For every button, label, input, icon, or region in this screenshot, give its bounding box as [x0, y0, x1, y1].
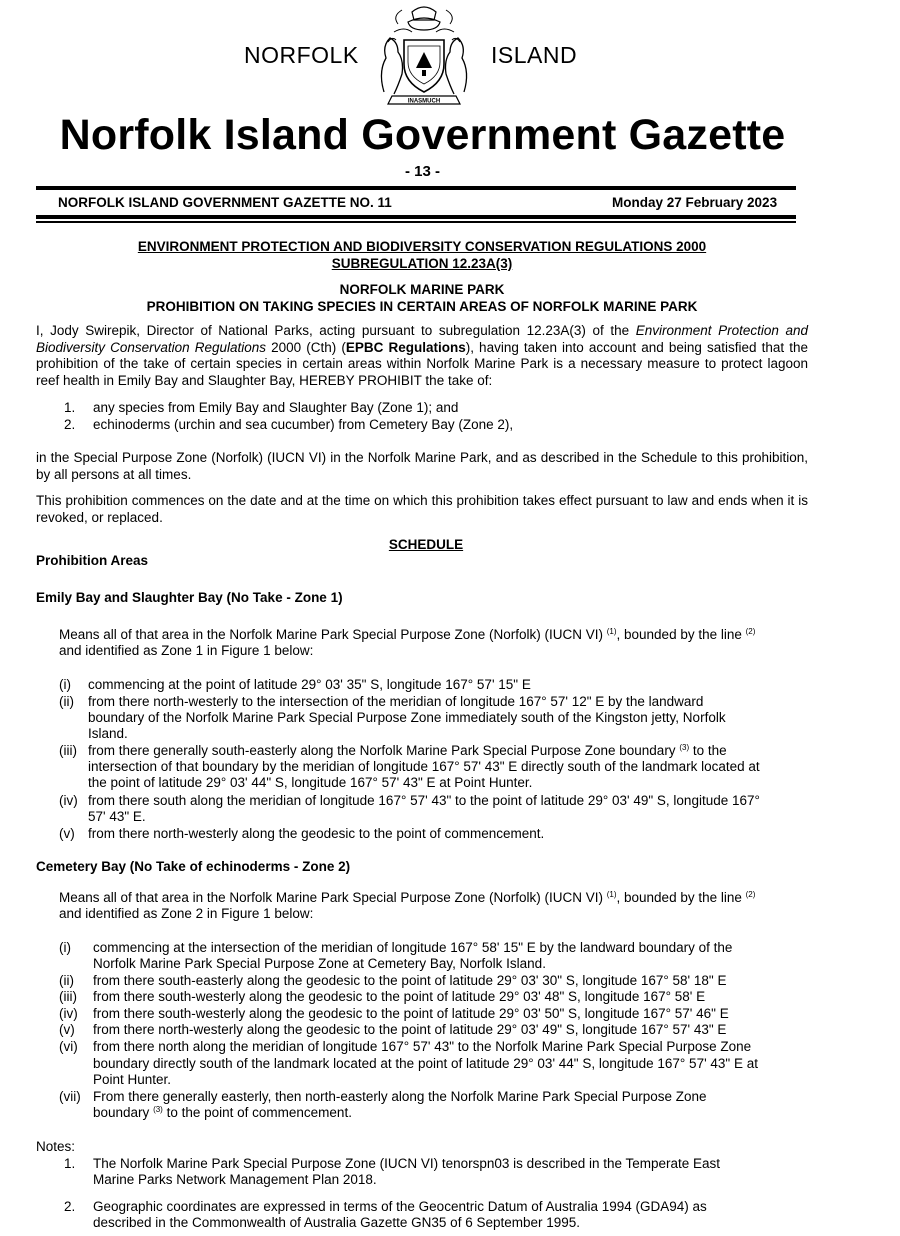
note-line: The Norfolk Marine Park Special Purpose Zone (IUCN VI) tenorspn03 is described in the Temperate East — [93, 1156, 721, 1171]
gazette-date: Monday 27 February 2023 — [612, 195, 778, 210]
zone2-item-line: commencing at the intersection of the meridian of longitude 167° 58' 15" E by the landward boundary of the — [93, 940, 733, 955]
zone2-means-line: Means all of that area in the Norfolk Marine Park Special Purpose Zone (Norfolk) (IUCN VI) $^{(1)}$, bounded by the line $^{(2)}$ — [59, 890, 756, 905]
zone2-item-number: (iii) — [59, 989, 77, 1004]
intro-paragraph: I, Jody Swirepik, Director of National Parks, acting pursuant to subregulation 12.23A(3) of the Environment Protection and Biodiversity Conservation Regulations 2000 (Cth) (EPBC Regulations), having taken into account and being satisfied that the prohibition of the take of certain species in certain areas within Norfolk Marine Park is a necessary measure to protect lagoon reef health in Emily Bay and Slaughter Bay, HEREBY PROHIBIT the take of: — [36, 323, 808, 388]
zone1-item-number: (ii) — [59, 694, 74, 709]
commencement-paragraph: This prohibition commences on the date and at the time on which this prohibition takes effect pursuant to law and ends when it is revoked, or replaced. — [36, 493, 808, 525]
header-rule-thin — [36, 221, 796, 223]
park-heading: NORFOLK MARINE PARK — [339, 282, 505, 297]
zone1-item-line: from there north-westerly along the geodesic to the point of commencement. — [88, 826, 545, 841]
zone1-item-line: 57' 43" E. — [88, 809, 146, 824]
zone1-item-line: intersection of that boundary by the meridian of longitude 167° 57' 43" E directly south of the landmark located at — [88, 759, 760, 774]
zone2-means-line: and identified as Zone 2 in Figure 1 below: — [59, 906, 314, 921]
norfolk-island-crest-icon — [368, 2, 480, 108]
zone1-item-line: commencing at the point of latitude 29° 03' 35" S, longitude 167° 57' 15" E — [88, 677, 531, 692]
zone2-item-line: boundary $^{(3)}$ to the point of commencement. — [93, 1105, 352, 1120]
zone2-item-number: (ii) — [59, 973, 74, 988]
zone1-item-line: from there south along the meridian of longitude 167° 57' 43" to the point of latitude 29° 03' 49" S, longitude 167° — [88, 793, 760, 808]
list-item: any species from Emily Bay and Slaughter Bay (Zone 1); and — [93, 400, 459, 415]
zone1-item-number: (iv) — [59, 793, 78, 808]
note-line: described in the Commonwealth of Australia Gazette GN35 of 6 September 1995. — [93, 1215, 581, 1230]
zone1-item-number: (i) — [59, 677, 71, 692]
subregulation-heading: SUBREGULATION 12.23A(3) — [331, 256, 513, 271]
note-number: 1. — [64, 1156, 76, 1171]
zone2-item-line: From there generally easterly, then north-easterly along the Norfolk Marine Park Special Purpose Zone — [93, 1089, 707, 1104]
zone1-heading: Emily Bay and Slaughter Bay (No Take - Zone 1) — [36, 590, 343, 605]
zone2-item-line: from there south-easterly along the geodesic to the point of latitude 29° 03' 30" S, longitude 167° 58' 18" E — [93, 973, 727, 988]
note-line: Geographic coordinates are expressed in terms of the Geocentric Datum of Australia 1994 (GDA94) as — [93, 1199, 707, 1214]
zone1-item-line: the point of latitude 29° 03' 44" S, longitude 167° 57' 43" E at Point Hunter. — [88, 775, 533, 790]
prohibition-heading: PROHIBITION ON TAKING SPECIES IN CERTAIN AREAS OF NORFOLK MARINE PARK — [146, 299, 698, 314]
zone1-item-line: from there generally south-easterly along the Norfolk Marine Park Special Purpose Zone boundary $^{(3)}$ to the — [88, 743, 727, 758]
list-item: echinoderms (urchin and sea cucumber) from Cemetery Bay (Zone 2), — [93, 417, 514, 432]
list-item-number: 1. — [64, 400, 76, 415]
notes-title: Notes: — [36, 1139, 76, 1154]
note-number: 2. — [64, 1199, 76, 1214]
gazette-number: NORFOLK ISLAND GOVERNMENT GAZETTE NO. 11 — [58, 195, 392, 210]
zone1-means-line: Means all of that area in the Norfolk Marine Park Special Purpose Zone (Norfolk) (IUCN VI) $^{(1)}$, bounded by the line $^{(2)}$ — [59, 627, 756, 642]
zone1-item-line: boundary of the Norfolk Marine Park Special Purpose Zone immediately south of the Kingston jetty, Norfolk — [88, 710, 726, 725]
header-rule-top — [36, 186, 796, 190]
zone2-item-line: from there south-westerly along the geodesic to the point of latitude 29° 03' 50" S, longitude 167° 57' 46" E — [93, 1006, 729, 1021]
crest-motto: INASMUCH — [407, 98, 441, 105]
masthead-right-word: ISLAND — [491, 42, 578, 68]
zone2-item-line: from there north-westerly along the geodesic to the point of latitude 29° 03' 49" S, longitude 167° 57' 43" E — [93, 1022, 727, 1037]
zone-paragraph: in the Special Purpose Zone (Norfolk) (IUCN VI) in the Norfolk Marine Park, and as described in the Schedule to this prohibition, by all persons at all times. — [36, 450, 808, 482]
zone2-item-number: (vi) — [59, 1039, 78, 1054]
zone2-item-number: (i) — [59, 940, 71, 955]
masthead-left-word: NORFOLK — [244, 42, 359, 68]
zone2-item-number: (v) — [59, 1022, 75, 1037]
schedule-title: SCHEDULE — [388, 537, 464, 552]
zone2-item-line: boundary directly south of the landmark located at the point of latitude 29° 03' 44" S, longitude 167° 57' 43" E at — [93, 1056, 758, 1071]
zone1-means-line: and identified as Zone 1 in Figure 1 below: — [59, 643, 314, 658]
zone1-item-line: Island. — [88, 726, 128, 741]
regulation-heading: ENVIRONMENT PROTECTION AND BIODIVERSITY CONSERVATION REGULATIONS 2000 — [137, 239, 707, 254]
list-item-number: 2. — [64, 417, 76, 432]
zone2-item-line: from there north along the meridian of longitude 167° 57' 43" to the Norfolk Marine Park Special Purpose Zone — [93, 1039, 752, 1054]
zone2-item-line: Point Hunter. — [93, 1072, 172, 1087]
zone1-item-number: (iii) — [59, 743, 77, 758]
note-line: Marine Parks Network Management Plan 2018. — [93, 1172, 377, 1187]
gazette-title: Norfolk Island Government Gazette — [59, 111, 786, 159]
header-rule-bottom — [36, 215, 796, 219]
zone2-item-line: Norfolk Marine Park Special Purpose Zone at Cemetery Bay, Norfolk Island. — [93, 956, 546, 971]
zone2-item-number: (iv) — [59, 1006, 78, 1021]
page-number: - 13 - — [404, 163, 440, 180]
zone2-item-number: (vii) — [59, 1089, 81, 1104]
zone2-heading: Cemetery Bay (No Take of echinoderms - Zone 2) — [36, 859, 351, 874]
zone1-item-number: (v) — [59, 826, 75, 841]
zone2-item-line: from there south-westerly along the geodesic to the point of latitude 29° 03' 48" S, longitude 167° 58' E — [93, 989, 706, 1004]
zone1-item-line: from there north-westerly to the intersection of the meridian of longitude 167° 57' 12" E by the landward — [88, 694, 704, 709]
schedule-subtitle: Prohibition Areas — [36, 553, 149, 568]
